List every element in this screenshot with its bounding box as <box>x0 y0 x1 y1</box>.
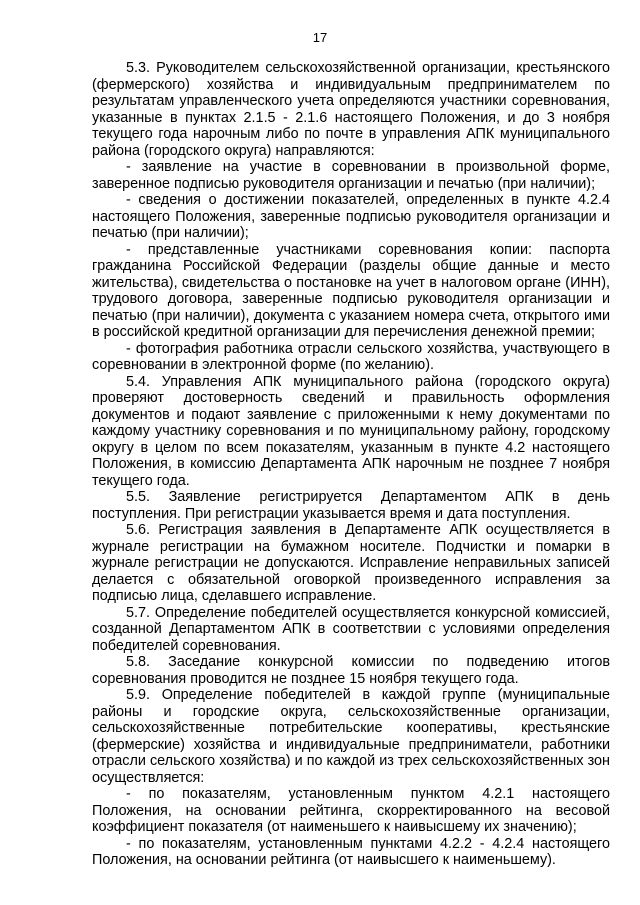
document-body <box>92 60 610 869</box>
page-number: 17 <box>312 30 328 45</box>
list-item-rating: - по показателям, установленным пунктами 4.2.2 - 4.2.4 настоящего Положения, на основании рейтинга (от наивысшего к наименьшему). <box>92 835 610 868</box>
paragraph-5-4: 5.4. Управления АПК муниципального района (городского округа) проверяют достоверность сведений и правильность оформления документов и подают заявление с приложенными к нему документами по каждому участнику соревнования и по муниципальному району, городскому округу в целом по всем показателям, указанным в пункте 4.2 настоящего Положения, в комиссию Департамента АПК нарочным не позднее 7 ноября текущего года. <box>92 373 610 489</box>
paragraph-5-7: 5.7. Определение победителей осуществляется конкурсной комиссией, созданной Департаментом АПК в соответствии с условиями определения победителей соревнования. <box>92 604 610 654</box>
paragraph-5-3: 5.3. Руководителем сельскохозяйственной организации, крестьянского (фермерского) хозяйства и индивидуальным предпринимателем по результатам управленческого учета определяются участники соревнования, указанные в пунктах 2.1.5 - 2.1.6 настоящего Положения, и до 3 ноября текущего года нарочным либо по почте в управления АПК муниципального района (городского округа) направляются: <box>92 60 610 159</box>
list-item-application: - заявление на участие в соревновании в произвольной форме, заверенное подписью руководителя организации и печатью (при наличии); <box>92 159 610 192</box>
list-item-copies: - представленные участниками соревнования копии: паспорта гражданина Российской Федерации (разделы общие данные и место жительства), свидетельства о постановке на учет в налоговом органе (ИНН), трудового договора, заверенные подписью руководителя организации и печатью (при наличии), документа с указанием номера счета, открытого ими в российской кредитной организации для перечисления денежной премии; <box>92 241 610 340</box>
paragraph-5-6: 5.6. Регистрация заявления в Департаменте АПК осуществляется в журнале регистрации на бумажном носителе. Подчистки и помарки в журнале регистрации не допускаются. Исправление неправильных записей делается с обязательной оговоркой произведенного исправления за подписью лица, сделавшего исправление. <box>92 522 610 604</box>
list-item-indicators: - сведения о достижении показателей, определенных в пункте 4.2.4 настоящего Положения, заверенные подписью руководителя организации и печатью (при наличии); <box>92 192 610 241</box>
paragraph-5-5: 5.5. Заявление регистрируется Департаментом АПК в день поступления. При регистрации указывается время и дата поступления. <box>92 489 610 522</box>
paragraph-5-8: 5.8. Заседание конкурсной комиссии по подведению итогов соревнования проводится не позднее 15 ноября текущего года. <box>92 654 610 687</box>
list-item-rating-weighted: - по показателям, установленным пунктом 4.2.1 настоящего Положения, на основании рейтинга, скорректированного на весовой коэффициент показателя (от наименьшего к наивысшему их значению); <box>92 786 610 835</box>
list-item-photo: - фотография работника отрасли сельского хозяйства, участвующего в соревновании в электронной форме (по желанию). <box>92 340 610 373</box>
paragraph-5-9: 5.9. Определение победителей в каждой группе (муниципальные районы и городские округа, сельскохозяйственные организации, сельскохозяйственные потребительские кооперативы, крестьянские (фермерские) хозяйства и индивидуальные предприниматели, работники отрасли сельского хозяйства) и по каждой из трех сельскохозяйственных зон осуществляется: <box>92 687 610 786</box>
